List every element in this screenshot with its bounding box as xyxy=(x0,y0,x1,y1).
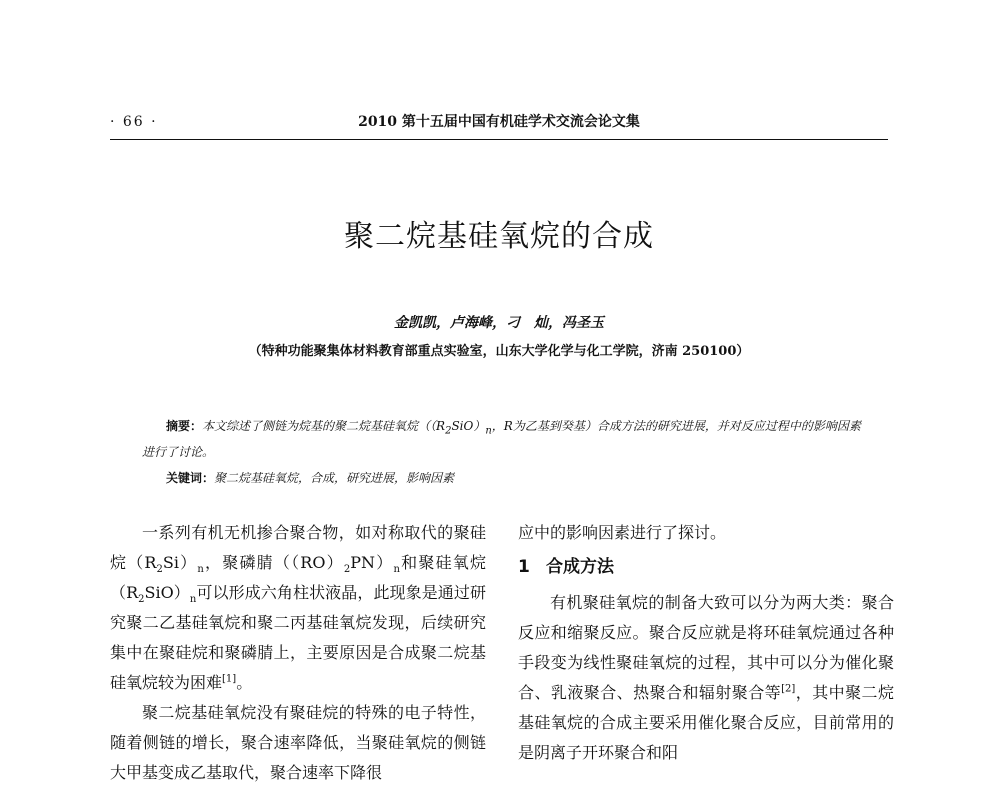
affiliation: （特种功能聚集体材料教育部重点实验室，山东大学化学与化工学院，济南 250100） xyxy=(248,344,750,359)
page-number: · 66 · xyxy=(110,114,158,130)
subscript: n xyxy=(197,564,204,576)
abstract-label: 摘要： xyxy=(166,419,203,433)
body-column-left xyxy=(110,518,486,788)
abstract-subscript: 2 xyxy=(445,425,452,437)
body-text: 和聚硅氧烷（R xyxy=(110,553,486,602)
body-text: 有机聚硅氧烷的制备大致可以分为两大类：聚合反应和缩聚反应。聚合反应就是将环硅氧烷通过各种手段变为线性聚硅氧烷的过程，其中可以分为催化聚合、乳液聚合、热聚合和辐射聚合等 xyxy=(518,593,894,702)
body-text: PN） xyxy=(350,553,394,572)
author-list: 金凯凯，卢海峰，刁 灿，冯圣玉 xyxy=(394,315,604,331)
section-title: 合成方法 xyxy=(546,557,614,577)
keywords-text: 聚二烷基硅氧烷，合成，研究进展，影响因素 xyxy=(214,471,455,485)
abstract-subscript: n xyxy=(485,425,492,437)
abstract-text: ，R为乙基到癸基）合成方法的研究进展，并对反应过程中的影响因素进行了讨论。 xyxy=(142,419,861,459)
body-paragraph: 聚二烷基硅氧烷没有聚硅烷的特殊的电子特性，随着侧链的增长，聚合速率降低，当聚硅氧烷的侧链大甲基变成乙基取代，聚合速率下降很 xyxy=(110,703,486,782)
subscript: n xyxy=(189,594,197,606)
body-text: ，聚磷腈（（RO） xyxy=(203,553,344,572)
section-heading xyxy=(518,550,894,584)
citation-ref: [1] xyxy=(222,673,237,685)
body-text: SiO） xyxy=(144,583,190,602)
section-number: 1 xyxy=(518,557,530,577)
subscript: 2 xyxy=(343,564,351,576)
journal-title: 2010 第十五届中国有机硅学术交流会论文集 xyxy=(358,114,640,130)
paper-title: 聚二烷基硅氧烷的合成 xyxy=(344,219,654,254)
citation-ref: [2] xyxy=(781,683,796,695)
header-rule xyxy=(110,139,888,140)
body-paragraph xyxy=(110,518,486,698)
abstract-paragraph xyxy=(142,413,862,465)
body-column-right xyxy=(518,518,894,768)
abstract-block xyxy=(142,413,862,491)
keywords-label: 关键词： xyxy=(166,471,215,485)
keywords-line xyxy=(142,465,862,491)
subscript: 2 xyxy=(156,564,163,576)
body-text: 一系列有机无机掺合聚合物，如对称取代的聚硅烷（R xyxy=(110,523,486,572)
body-text: ，其中聚二烷基硅氧烷的合成主要采用催化聚合反应，目前常用的是阴离子开环聚合和阳 xyxy=(518,683,894,762)
body-text: 可以形成六角柱状液晶，此现象是通过研究聚二乙基硅氧烷和聚二丙基硅氧烷发现，后续研究集中在聚硅烷和聚磷腈上，主要原因是合成聚二烷基硅氧烷较为困难 xyxy=(110,583,486,692)
body-text: Si） xyxy=(162,553,198,572)
subscript: n xyxy=(393,564,400,576)
body-text: 。 xyxy=(236,673,253,692)
body-paragraph: 应中的影响因素进行了探讨。 xyxy=(518,523,727,542)
body-paragraph xyxy=(518,588,894,768)
abstract-text: 本文综述了侧链为烷基的聚二烷基硅氧烷（（R xyxy=(202,419,446,433)
running-header xyxy=(110,110,888,134)
subscript: 2 xyxy=(138,594,145,606)
abstract-text: SiO） xyxy=(451,419,486,433)
